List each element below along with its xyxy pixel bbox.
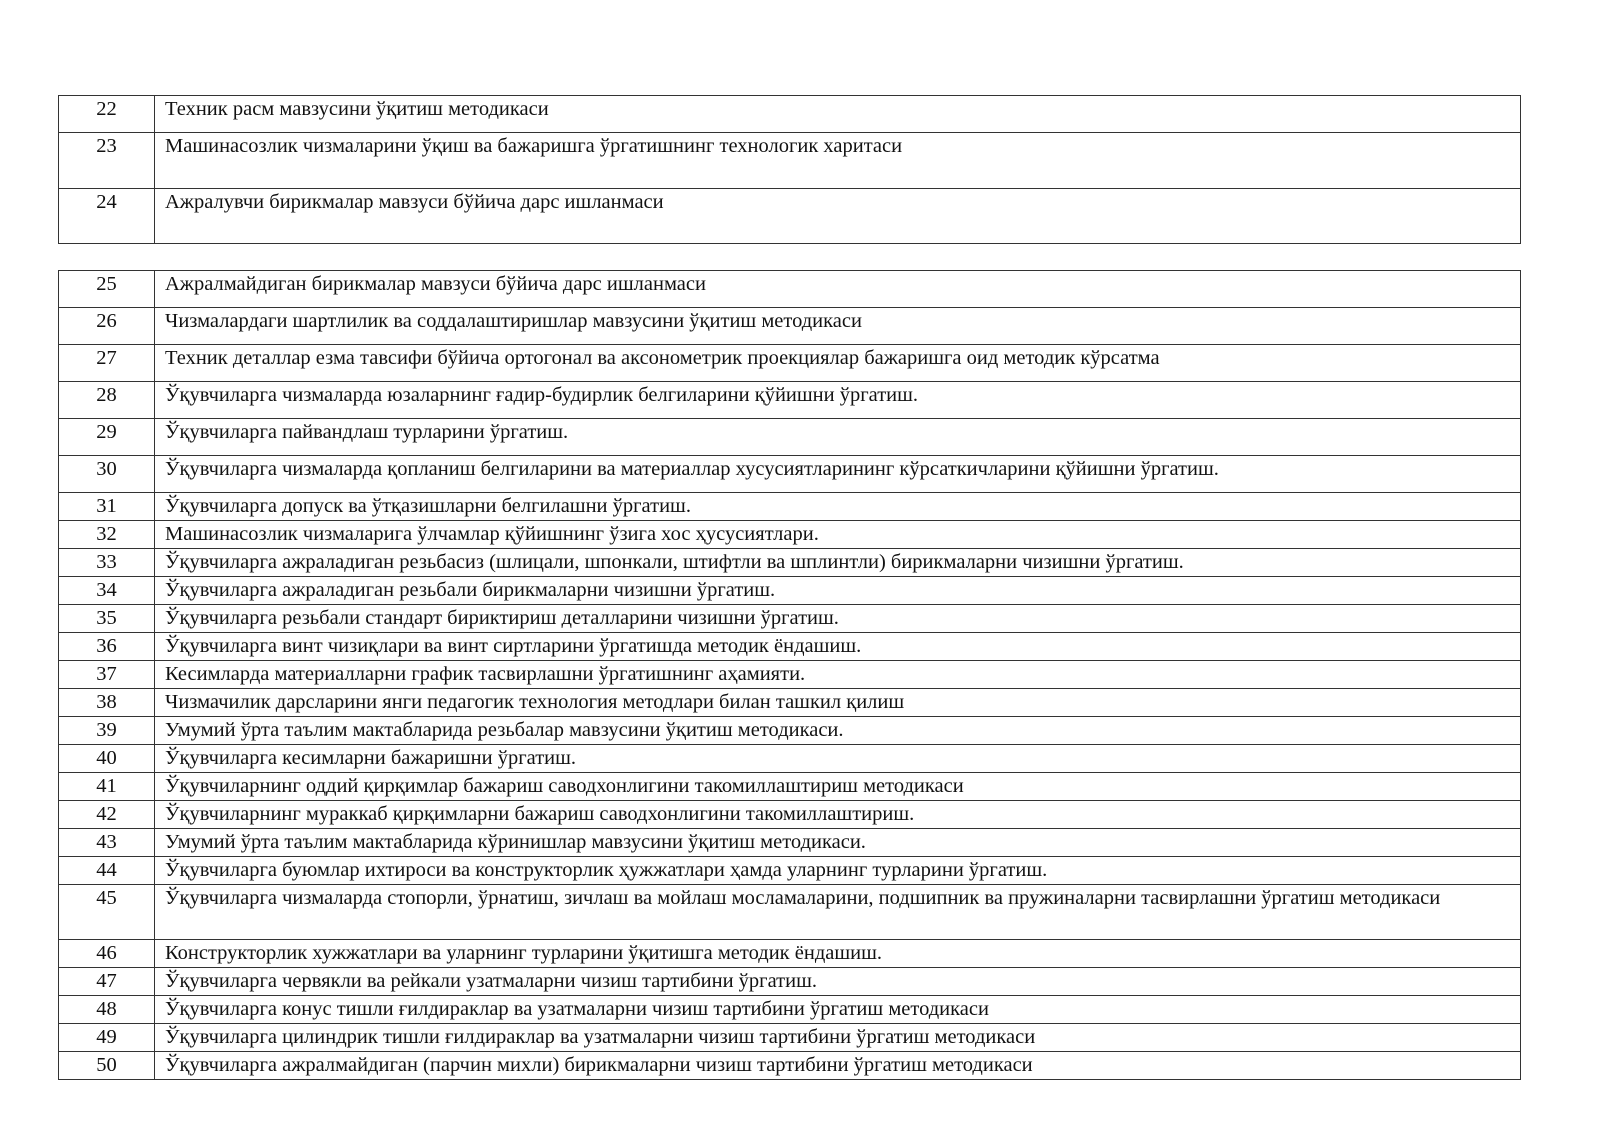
row-topic: Машинасозлик чизмаларини ўқиш ва бажаришга ўргатишнинг технологик харитаси xyxy=(155,133,1521,189)
table-row xyxy=(59,308,1521,345)
row-topic: Ўқувчиларга ажраладиган резьбали бирикмаларни чизишни ўргатиш. xyxy=(155,577,1521,605)
row-topic: Техник расм мавзусини ўқитиш методикаси xyxy=(155,96,1521,133)
topics-table-2 xyxy=(58,270,1521,1080)
row-topic: Кесимларда материалларни график тасвирлашни ўргатишнинг аҳамияти. xyxy=(155,661,1521,689)
row-number: 27 xyxy=(59,345,155,382)
row-number: 43 xyxy=(59,829,155,857)
table-row xyxy=(59,745,1521,773)
row-number: 39 xyxy=(59,717,155,745)
row-topic: Ажралмайдиган бирикмалар мавзуси бўйича дарс ишланмаси xyxy=(155,271,1521,308)
row-topic: Ўқувчиларга винт чизиқлари ва винт сиртларини ўргатишда методик ёндашиш. xyxy=(155,633,1521,661)
row-number: 38 xyxy=(59,689,155,717)
table-row xyxy=(59,885,1521,940)
row-number: 24 xyxy=(59,189,155,244)
row-number: 33 xyxy=(59,549,155,577)
table-row xyxy=(59,857,1521,885)
row-topic: Чизмалардаги шартлилик ва соддалаштиришлар мавзусини ўқитиш методикаси xyxy=(155,308,1521,345)
table-row xyxy=(59,801,1521,829)
table-row xyxy=(59,996,1521,1024)
row-topic: Ажралувчи бирикмалар мавзуси бўйича дарс ишланмаси xyxy=(155,189,1521,244)
table-row xyxy=(59,968,1521,996)
row-topic: Техник деталлар езма тавсифи бўйича ортогонал ва аксонометрик проекциялар бажаришга оид методик кўрсатма xyxy=(155,345,1521,382)
row-number: 37 xyxy=(59,661,155,689)
row-number: 47 xyxy=(59,968,155,996)
row-topic: Умумий ўрта таълим мактабларида кўринишлар мавзусини ўқитиш методикаси. xyxy=(155,829,1521,857)
table-row xyxy=(59,633,1521,661)
table-row xyxy=(59,493,1521,521)
table-row xyxy=(59,419,1521,456)
row-topic: Ўқувчиларга чизмаларда юзаларнинг ғадир-будирлик белгиларини қўйишни ўргатиш. xyxy=(155,382,1521,419)
row-number: 42 xyxy=(59,801,155,829)
row-topic: Ўқувчиларга ажраладиган резьбасиз (шлицали, шпонкали, штифтли ва шплинтли) бирикмаларни чизишни ўргатиш. xyxy=(155,549,1521,577)
row-number: 46 xyxy=(59,940,155,968)
row-topic: Ўқувчиларга ажралмайдиган (парчин михли) бирикмаларни чизиш тартибини ўргатиш методикаси xyxy=(155,1052,1521,1080)
table-row xyxy=(59,456,1521,493)
row-number: 35 xyxy=(59,605,155,633)
row-topic: Ўқувчиларга цилиндрик тишли ғилдираклар ва узатмаларни чизиш тартибини ўргатиш методикаси xyxy=(155,1024,1521,1052)
row-number: 36 xyxy=(59,633,155,661)
row-number: 31 xyxy=(59,493,155,521)
table-row xyxy=(59,133,1521,189)
row-number: 28 xyxy=(59,382,155,419)
row-number: 41 xyxy=(59,773,155,801)
row-number: 22 xyxy=(59,96,155,133)
row-number: 23 xyxy=(59,133,155,189)
row-number: 48 xyxy=(59,996,155,1024)
table-row xyxy=(59,829,1521,857)
table-row xyxy=(59,345,1521,382)
table-row xyxy=(59,271,1521,308)
topics-table-1 xyxy=(58,95,1521,244)
table-row xyxy=(59,773,1521,801)
table-row xyxy=(59,521,1521,549)
row-number: 44 xyxy=(59,857,155,885)
row-topic: Ўқувчиларга буюмлар ихтироси ва конструкторлик ҳужжатлари ҳамда уларнинг турларини ўргатиш. xyxy=(155,857,1521,885)
table-row xyxy=(59,605,1521,633)
row-topic: Умумий ўрта таълим мактабларида резьбалар мавзусини ўқитиш методикаси. xyxy=(155,717,1521,745)
table-row xyxy=(59,689,1521,717)
row-number: 26 xyxy=(59,308,155,345)
row-topic: Ўқувчиларга конус тишли ғилдираклар ва узатмаларни чизиш тартибини ўргатиш методикаси xyxy=(155,996,1521,1024)
row-topic: Ўқувчиларга кесимларни бажаришни ўргатиш. xyxy=(155,745,1521,773)
table-row xyxy=(59,940,1521,968)
row-topic: Ўқувчиларга чизмаларда стопорли, ўрнатиш, зичлаш ва мойлаш мосламаларини, подшипник ва пружиналарни тасвирлашни ўргатиш методикаси xyxy=(155,885,1521,940)
row-topic: Машинасозлик чизмаларига ўлчамлар қўйишнинг ўзига хос ҳусусиятлари. xyxy=(155,521,1521,549)
row-number: 50 xyxy=(59,1052,155,1080)
row-number: 40 xyxy=(59,745,155,773)
row-number: 45 xyxy=(59,885,155,940)
row-topic: Ўқувчиларнинг оддий қирқимлар бажариш саводхонлигини такомиллаштириш методикаси xyxy=(155,773,1521,801)
table-row xyxy=(59,96,1521,133)
table-row xyxy=(59,661,1521,689)
row-number: 30 xyxy=(59,456,155,493)
row-topic: Ўқувчиларга резьбали стандарт бириктириш деталларини чизишни ўргатиш. xyxy=(155,605,1521,633)
table-row xyxy=(59,577,1521,605)
row-topic: Ўқувчиларнинг мураккаб қирқимларни бажариш саводхонлигини такомиллаштириш. xyxy=(155,801,1521,829)
table-row xyxy=(59,1052,1521,1080)
row-number: 29 xyxy=(59,419,155,456)
row-topic: Ўқувчиларга пайвандлаш турларини ўргатиш. xyxy=(155,419,1521,456)
table-row xyxy=(59,382,1521,419)
row-topic: Ўқувчиларга червякли ва рейкали узатмаларни чизиш тартибини ўргатиш. xyxy=(155,968,1521,996)
table-row xyxy=(59,189,1521,244)
row-topic: Конструкторлик хужжатлари ва уларнинг турларини ўқитишга методик ёндашиш. xyxy=(155,940,1521,968)
row-number: 25 xyxy=(59,271,155,308)
row-topic: Ўқувчиларга чизмаларда қопланиш белгиларини ва материаллар хусусиятларининг кўрсаткичларини қўйишни ўргатиш. xyxy=(155,456,1521,493)
row-number: 49 xyxy=(59,1024,155,1052)
table-row xyxy=(59,717,1521,745)
table-row xyxy=(59,549,1521,577)
table-row xyxy=(59,1024,1521,1052)
row-topic: Чизмачилик дарсларини янги педагогик технология методлари билан ташкил қилиш xyxy=(155,689,1521,717)
row-number: 32 xyxy=(59,521,155,549)
row-topic: Ўқувчиларга допуск ва ўтқазишларни белгилашни ўргатиш. xyxy=(155,493,1521,521)
row-number: 34 xyxy=(59,577,155,605)
